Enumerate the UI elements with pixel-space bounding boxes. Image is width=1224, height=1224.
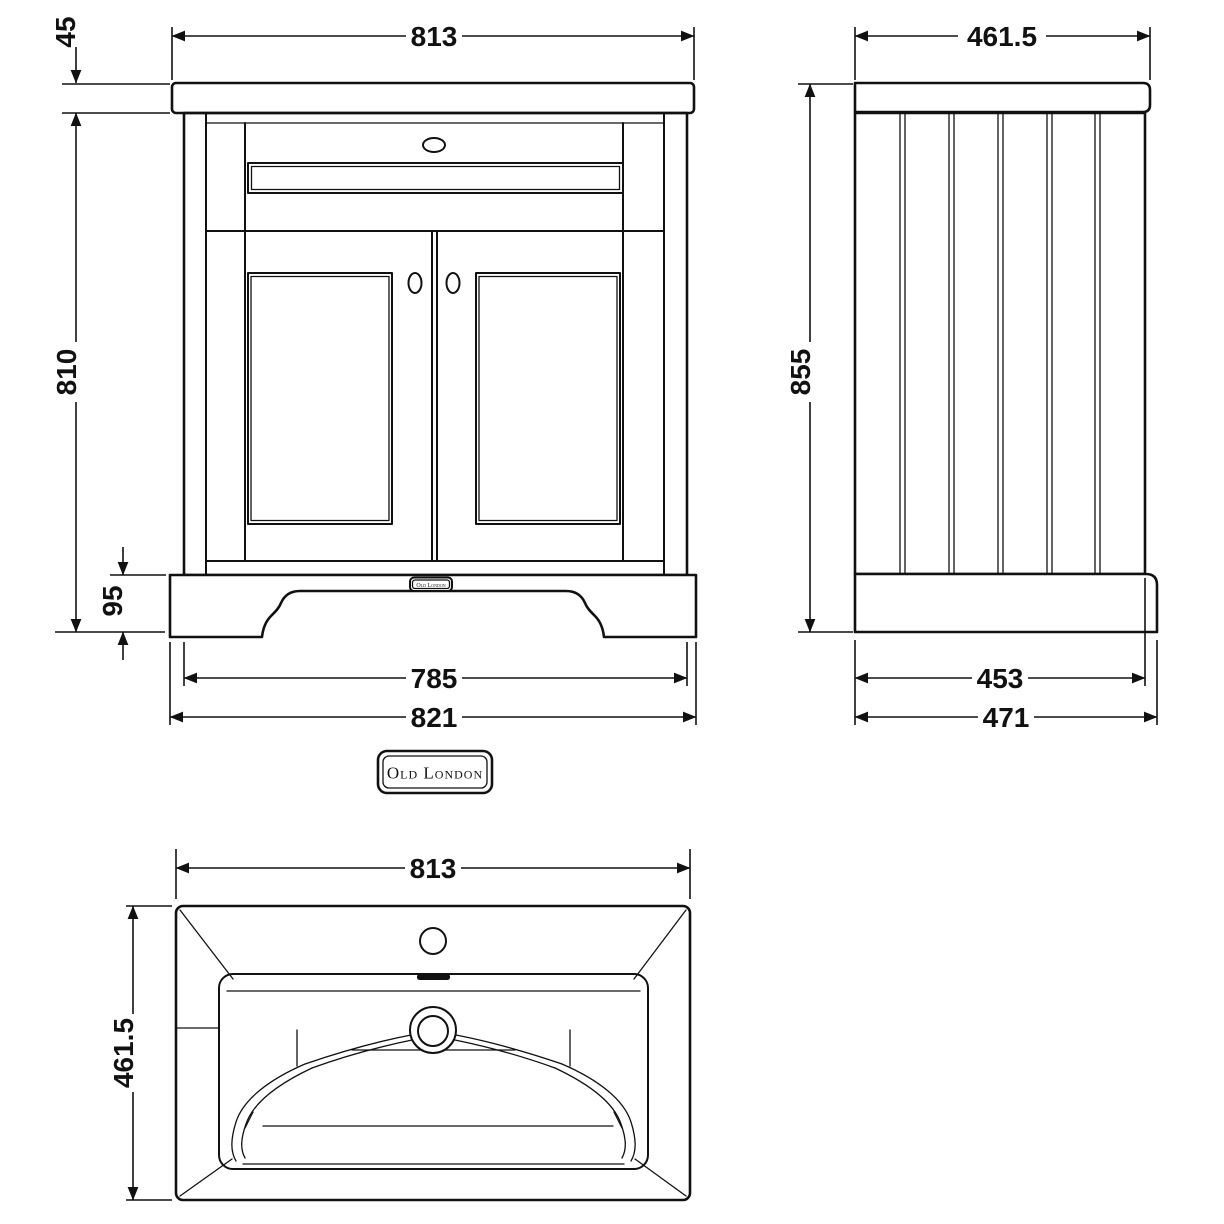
right-door-panel [476, 273, 620, 524]
side-carcass [855, 113, 1145, 574]
basin-bowl-rim [219, 974, 648, 1169]
front-worktop [172, 83, 694, 113]
front-doors [206, 231, 664, 561]
brand-logo-text: Old London [386, 763, 484, 783]
dim-cabinet-height [51, 113, 165, 632]
dim-label-front-top-width: 813 [410, 21, 458, 52]
dim-label-cabinet-height: 810 [51, 348, 82, 396]
dim-worktop-thickness [50, 16, 170, 113]
basin-plan-view [108, 849, 690, 1200]
plinth-badge [410, 578, 452, 592]
front-carcass [184, 113, 687, 575]
side-worktop [855, 83, 1150, 112]
front-drawer-band [248, 163, 623, 193]
dim-overall-height [785, 84, 853, 632]
front-elevation-view [50, 16, 696, 733]
tap-hole [420, 928, 446, 954]
dim-label-overall-width: 821 [410, 702, 458, 733]
dim-label-overall-height: 855 [785, 348, 816, 396]
brand-logo [378, 751, 492, 793]
top-rail-oval-detail [423, 138, 445, 152]
dim-label-side-top-depth: 461.5 [966, 21, 1038, 52]
dim-basin-width [176, 849, 690, 899]
right-door-knob [447, 273, 460, 293]
left-door-panel [248, 273, 392, 524]
dim-label-worktop-thickness: 45 [50, 16, 81, 48]
plinth-badge-text: Old London [416, 582, 446, 589]
side-elevation-view [785, 21, 1157, 733]
dim-label-carcass-width: 785 [410, 663, 458, 694]
dim-label-plinth-height: 95 [97, 585, 128, 617]
basin-overflow-slot [417, 974, 450, 980]
dim-carcass-width [184, 642, 687, 694]
side-plinth [855, 574, 1157, 632]
dim-label-overall-depth: 471 [982, 702, 1030, 733]
dim-label-carcass-depth: 453 [976, 663, 1024, 694]
dim-front-top-width [172, 21, 694, 80]
dim-label-basin-depth: 461.5 [108, 1017, 139, 1089]
dim-side-top-depth [855, 21, 1150, 80]
waste-drain [410, 1007, 456, 1053]
dim-plinth-height [97, 547, 166, 660]
dim-basin-depth [108, 906, 172, 1200]
dim-label-basin-width: 813 [409, 853, 457, 884]
left-door-knob [409, 273, 422, 293]
